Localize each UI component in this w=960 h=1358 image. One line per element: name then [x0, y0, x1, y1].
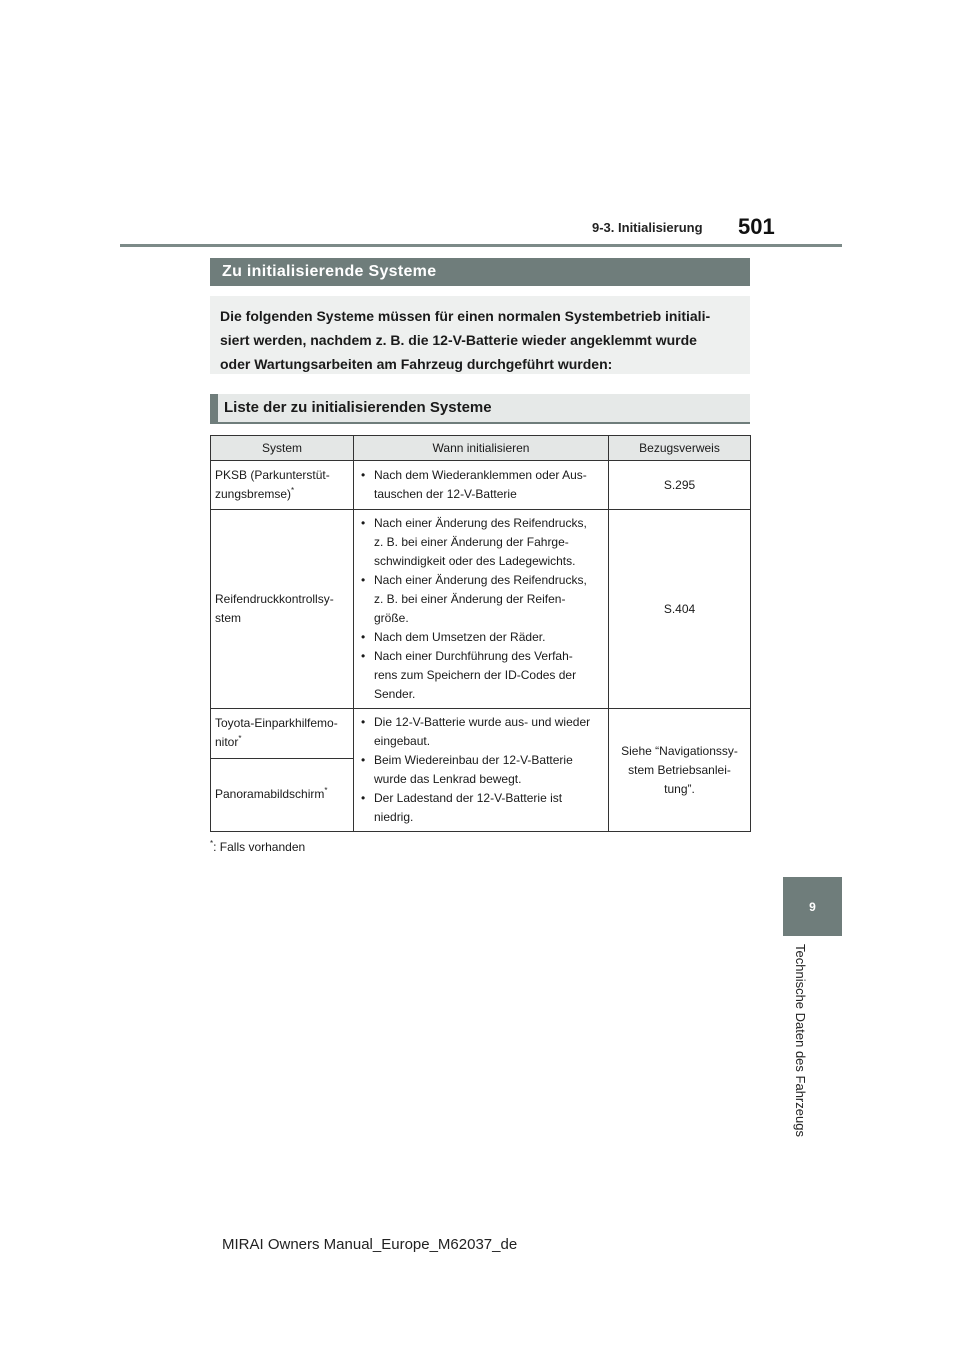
table-header-row	[211, 436, 751, 461]
condition-line: • Nach einer Änderung des Reifendrucks,	[374, 516, 587, 530]
condition-line: • Beim Wiedereinbau der 12-V-Batterie	[374, 753, 573, 767]
condition-item	[358, 713, 604, 751]
system-name-line: stem	[215, 611, 242, 625]
condition-item	[358, 751, 604, 789]
reference-cell	[609, 510, 751, 709]
subsection-heading	[210, 394, 750, 424]
condition-line: • Nach einer Durchführung des Verfah-	[374, 649, 573, 663]
table-row	[211, 510, 751, 709]
condition-list	[358, 466, 604, 504]
condition-item	[358, 789, 604, 827]
when-cell	[354, 461, 609, 510]
condition-line: tauschen der 12-V-Batterie	[374, 487, 517, 501]
system-name-line: Toyota-Einparkhilfemo-	[215, 716, 338, 731]
condition-line: • Nach dem Wiederanklemmen oder Aus-	[374, 468, 587, 482]
chapter-title-vertical: Technische Daten des Fahrzeugs	[793, 944, 808, 1137]
intro-line: oder Wartungsarbeiten am Fahrzeug durchgeführt wurden:	[220, 356, 613, 372]
reference-cell	[609, 709, 751, 832]
subsection-title: Liste der zu initialisierenden Systeme	[224, 399, 492, 416]
page-number: 501	[738, 214, 775, 239]
column-header-system: System	[211, 436, 354, 461]
footnote	[210, 840, 305, 854]
reference-line: S.404	[663, 601, 696, 616]
when-cell	[354, 510, 609, 709]
condition-line: • Der Ladestand der 12-V-Batterie ist	[374, 791, 563, 805]
intro-line: siert werden, nachdem z. B. die 12-V-Batterie wieder angeklemmt wurde	[220, 332, 697, 348]
system-name-line: PKSB (Parkunterstüt-	[215, 468, 330, 482]
system-name-text: Panoramabildschirm	[215, 787, 325, 802]
intro-box	[210, 296, 750, 374]
condition-line: Sender.	[374, 687, 416, 701]
column-header-reference: Bezugsverweis	[609, 436, 751, 461]
condition-line: größe.	[374, 611, 409, 625]
system-name-line: Reifendruckkontrollsy-	[215, 592, 334, 606]
footnote-text: : Falls vorhanden	[213, 840, 306, 854]
system-cell	[211, 461, 354, 510]
condition-item	[358, 628, 604, 647]
condition-item	[358, 514, 604, 571]
condition-list	[358, 713, 604, 827]
chapter-tab: 9	[783, 877, 842, 936]
system-cell	[211, 709, 354, 759]
reference-line: tung”.	[664, 781, 695, 796]
reference-line: Siehe “Navigationssy-	[621, 743, 738, 758]
condition-line: • Die 12-V-Batterie wurde aus- und wieder	[374, 715, 591, 729]
section-title-bar: Zu initialisierende Systeme	[210, 258, 750, 286]
footnote-marker: *	[238, 734, 242, 744]
column-header-when: Wann initialisieren	[354, 436, 609, 461]
footer-text: MIRAI Owners Manual_Europe_M62037_de	[222, 1236, 518, 1253]
subsection-accent	[210, 394, 218, 422]
table-row	[211, 709, 751, 759]
intro-line: Die folgenden Systeme müssen für einen normalen Systembetrieb initiali-	[220, 308, 711, 324]
header-rule	[120, 244, 842, 247]
system-name-text: nitor	[215, 735, 239, 750]
condition-item	[358, 466, 604, 504]
condition-line: • Nach dem Umsetzen der Räder.	[374, 630, 546, 644]
table-row	[211, 461, 751, 510]
condition-line: • Nach einer Änderung des Reifendrucks,	[374, 573, 587, 587]
condition-line: wurde das Lenkrad bewegt.	[374, 772, 522, 786]
when-cell	[354, 709, 609, 832]
condition-item	[358, 647, 604, 704]
condition-list	[358, 514, 604, 704]
system-name-line	[215, 785, 349, 804]
footnote-marker: *	[291, 486, 295, 495]
condition-line: z. B. bei einer Änderung der Reifen-	[374, 592, 566, 606]
reference-line: S.295	[663, 477, 696, 492]
footnote-star: *	[210, 839, 214, 848]
condition-line: rens zum Speichern der ID-Codes der	[374, 668, 577, 682]
system-cell	[211, 758, 354, 831]
condition-line: niedrig.	[374, 810, 414, 824]
condition-line: eingebaut.	[374, 734, 431, 748]
condition-line: schwindigkeit oder des Ladegewichts.	[374, 554, 576, 568]
system-cell	[211, 510, 354, 709]
header-section-title: 9-3. Initialisierung	[592, 220, 703, 235]
condition-line: z. B. bei einer Änderung der Fahrge-	[374, 535, 569, 549]
system-name-line	[215, 485, 349, 504]
system-name-text: zungsbremse)	[215, 487, 292, 501]
condition-item	[358, 571, 604, 628]
system-name-line	[215, 733, 349, 752]
reference-line: stem Betriebsanlei-	[628, 762, 731, 777]
reference-cell	[609, 461, 751, 510]
systems-table	[210, 435, 751, 832]
footnote-marker: *	[324, 786, 328, 796]
